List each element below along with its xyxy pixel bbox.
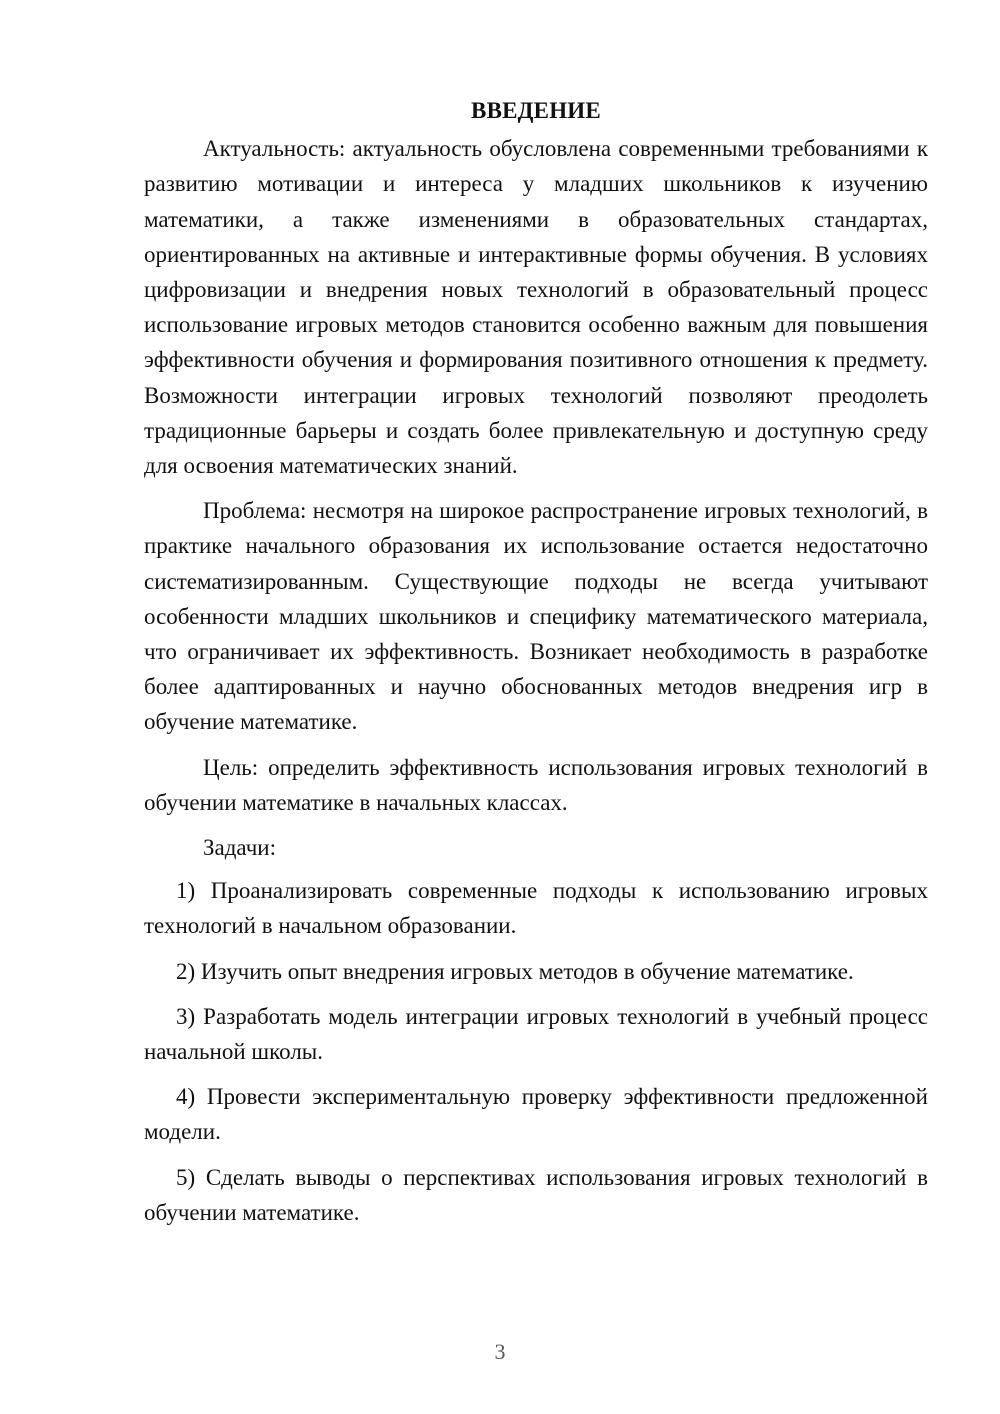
task-item: 1) Проанализировать современные подходы к использованию игровых технологий в начальном образовании.	[144, 878, 928, 939]
tasks-heading: Задачи:	[203, 835, 276, 861]
page-number: 3	[494, 1339, 506, 1364]
relevance-paragraph: Актуальность: актуальность обусловлена современными требованиями к развитию мотивации и интереса у младших школьников к изучению математики, а также изменениями в образовательных стандартах, ориентированных на активные и интерактивные формы обучения. В условиях цифровизации и внедрения новых технологий в образовательный процесс использование игровых методов становится особенно важным для повышения эффективности обучения и формирования позитивного отношения к предмету. Возможности интеграции игровых технологий позволяют преодолеть традиционные барьеры и создать более привлекательную и доступную среду для освоения математических знаний.	[144, 136, 928, 479]
task-item: 3) Разработать модель интеграции игровых технологий в учебный процесс начальной школы.	[144, 1003, 928, 1065]
document-body	[144, 93, 928, 1240]
task-item: 5) Сделать выводы о перспективах использования игровых технологий в обучении математике.	[144, 1164, 928, 1225]
tasks-list	[144, 873, 928, 1230]
task-item: 2) Изучить опыт внедрения игровых методов в обучение математике.	[176, 958, 854, 984]
section-title: ВВЕДЕНИЕ	[471, 98, 601, 123]
task-item: 4) Провести экспериментальную проверку эффективности предложенной модели.	[144, 1084, 928, 1145]
problem-paragraph: Проблема: несмотря на широкое распространение игровых технологий, в практике начального образования их использование остается недостаточно систематизированным. Существующие подходы не всегда учитывают особенности младших школьников и специфику математического материала, что ограничивает их эффективность. Возникает необходимость в разработке более адаптированных и научно обоснованных методов внедрения игр в обучение математике.	[144, 498, 928, 735]
goal-paragraph: Цель: определить эффективность использования игровых технологий в обучении математике в начальных классах.	[144, 754, 928, 815]
